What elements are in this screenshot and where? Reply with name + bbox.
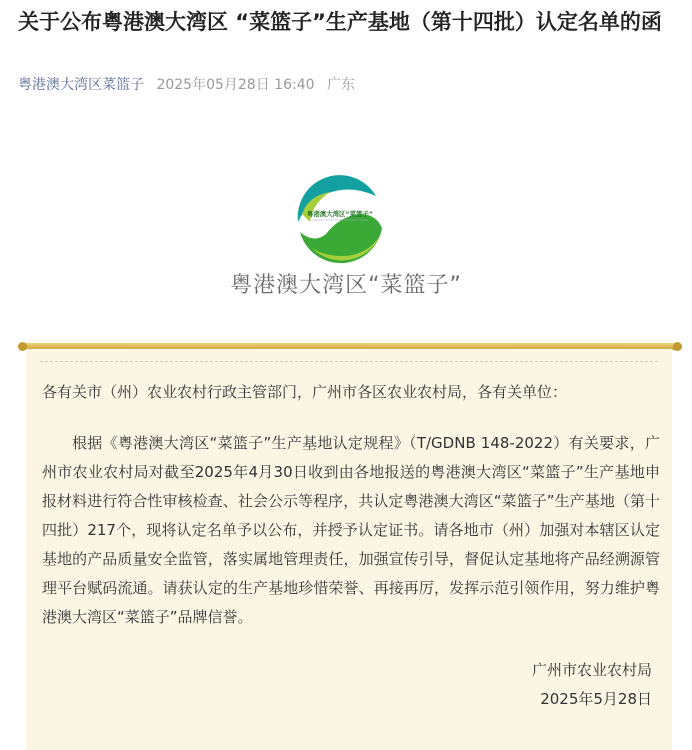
logo-badge-text: 粤港澳大湾区“菜篮子” [307,210,373,218]
publish-location: 广东 [326,77,355,93]
letter-signature [532,656,652,714]
vegetable-basket-logo-icon [290,170,390,270]
account-name-link[interactable]: 粤港澳大湾区菜篮子 [18,77,144,93]
letter-body: 根据《粤港澳大湾区“菜篮子”生产基地认定规程》（T/GDNB 148-2022）有关要求，广州市农业农村局对截至2025年4月30日收到由各地报送的粤港澳大湾区“菜篮子”生产基地申报材料进行符合性审核检查、社会公示等程序，共认定粤港澳大湾区“菜篮子”生产基地（第十四批）217个，现将认定名单予以公布，并授予认定证书。请各地市（州）加强对本辖区认定基地的产品质量安全监管，落实属地管理责任，加强宣传引导，督促认定基地将产品经溯源管理平台赋码流通。请获认定的生产基地珍惜荣誉、再接再厉，发挥示范引领作用，努力维护粤港澳大湾区“菜篮子”品牌信誉。 [42,434,660,626]
logo-caption: 粤港澳大湾区“菜篮子” [230,273,462,298]
letter-date: 2025年5月28日 [540,690,652,708]
letter-paper [26,349,672,750]
letter-salutation: 各有关市（州）农业农村行政主管部门，广州市各区农业农村局，各有关单位： [42,383,568,401]
publish-time: 2025年05月28日 16:40 [156,77,315,93]
article-title: 关于公布粤港澳大湾区 “菜篮子”生产基地（第十四批）认定名单的函 [18,10,662,34]
dashed-divider [40,361,658,362]
signer-name: 广州市农业农村局 [531,661,652,679]
brand-logo [0,160,692,310]
article-meta [18,74,355,94]
